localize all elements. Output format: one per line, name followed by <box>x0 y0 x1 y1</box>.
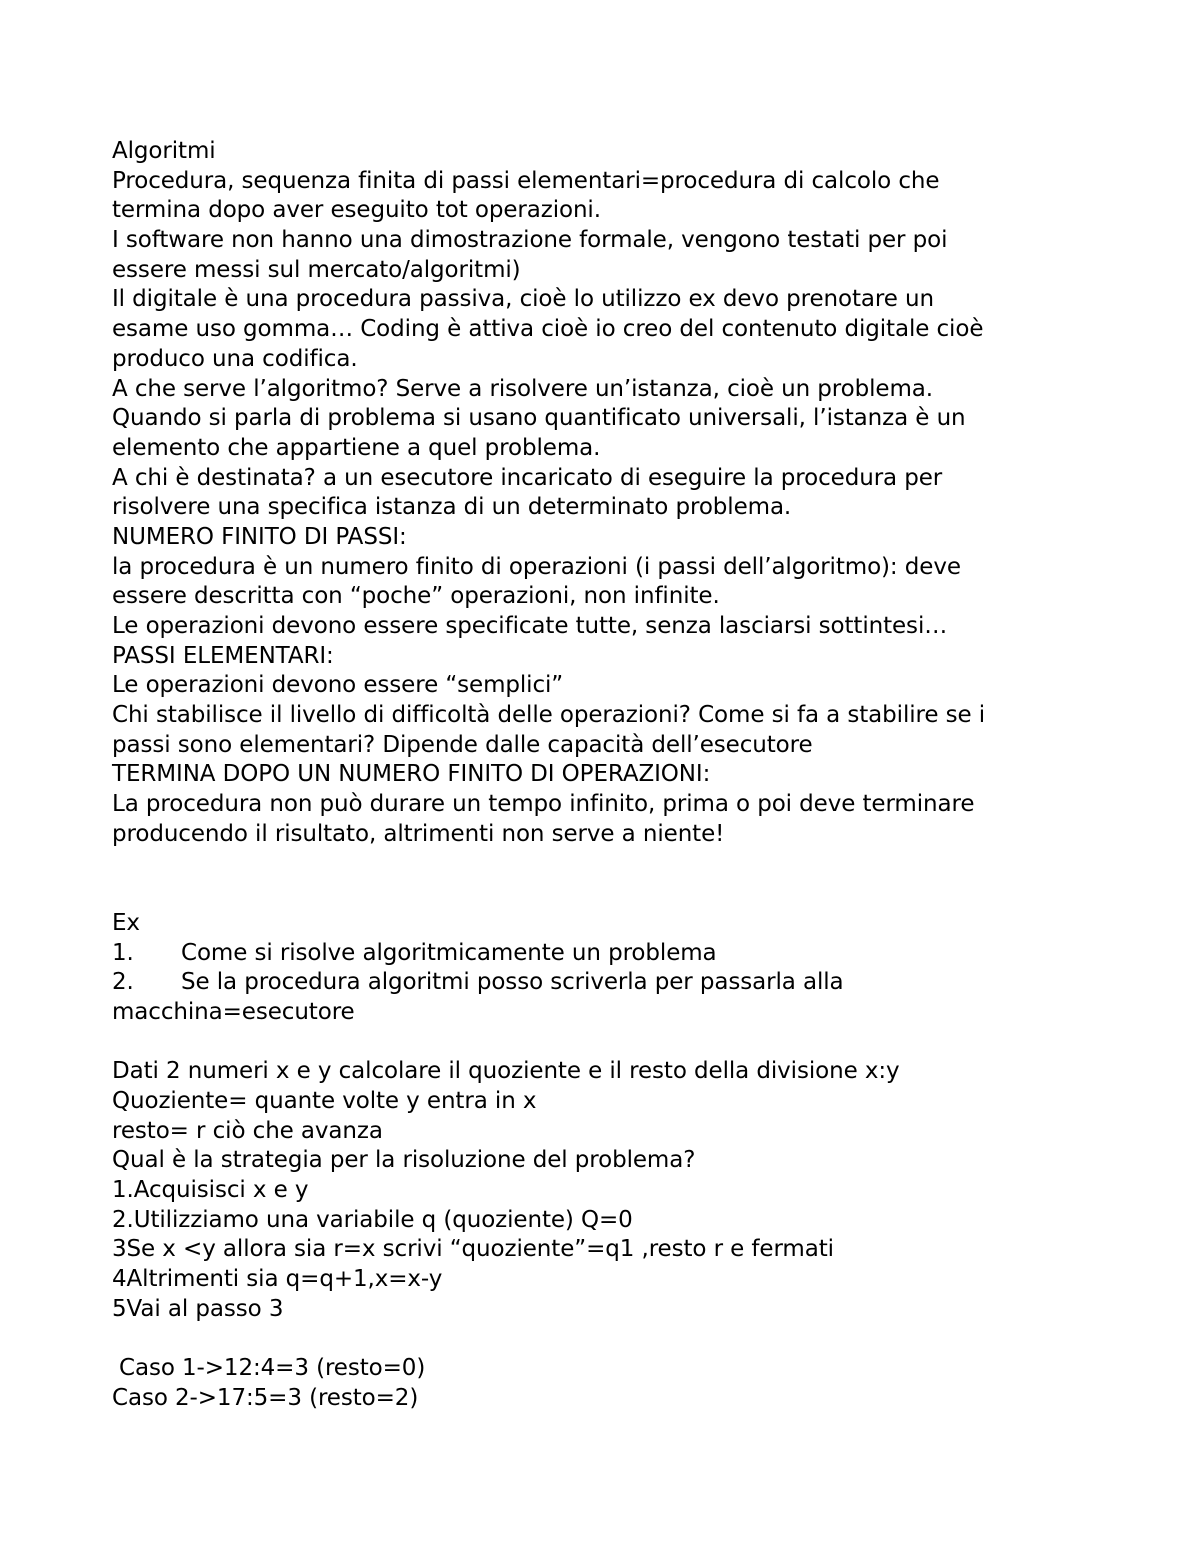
algorithm-step: 4Altrimenti sia q=q+1,x=x-y <box>112 1266 443 1293</box>
text-line: Le operazioni devono essere specificate tutte, senza lasciarsi sottintesi… <box>112 613 948 639</box>
text-line: producendo il risultato, altrimenti non serve a niente! <box>112 820 725 847</box>
document-body <box>112 137 1102 1414</box>
text-line: passi sono elementari? Dipende dalle capacità dell’esecutore <box>112 731 813 758</box>
section-heading: PASSI ELEMENTARI: <box>112 642 334 669</box>
item-text: Se la procedura algoritmi posso scriverla per passarla alla <box>181 969 844 996</box>
text-line: Il digitale è una procedura passiva, cioè lo utilizzo ex devo prenotare un <box>112 286 934 313</box>
example-label: Ex <box>112 909 140 936</box>
blank-line <box>112 1325 1102 1355</box>
text-line: essere descritta con “poche” operazioni, non infinite. <box>112 583 720 610</box>
text-line: resto= r ciò che avanza <box>112 1117 383 1144</box>
algorithm-step: 5Vai al passo 3 <box>112 1295 284 1322</box>
text-line: Chi stabilisce il livello di difficoltà delle operazioni? Come si fa a stabilire se i <box>112 702 986 729</box>
section-definition <box>112 137 1102 850</box>
doc-title: Algoritmi <box>112 138 216 164</box>
text-line: A che serve l’algoritmo? Serve a risolvere un’istanza, cioè un problema. <box>112 375 933 402</box>
text-line: la procedura è un numero finito di operazioni (i passi dell’algoritmo): deve <box>112 553 961 580</box>
section-heading: NUMERO FINITO DI PASSI: <box>112 523 407 550</box>
algorithm-step: 2.Utilizziamo una variabile q (quoziente) Q=0 <box>112 1206 633 1233</box>
section-example <box>112 909 1102 1028</box>
item-number: 1. <box>112 939 134 966</box>
algorithm-step: 1.Acquisisci x e y <box>112 1177 309 1204</box>
text-line: A chi è destinata? a un esecutore incaricato di eseguire la procedura per <box>112 464 943 491</box>
text-line: Quoziente= quante volte y entra in x <box>112 1088 537 1114</box>
item-text-continuation: macchina=esecutore <box>112 998 355 1025</box>
text-line: Qual è la strategia per la risoluzione del problema? <box>112 1147 696 1174</box>
text-line: risolvere una specifica istanza di un determinato problema. <box>112 494 792 521</box>
section-heading: TERMINA DOPO UN NUMERO FINITO DI OPERAZIONI: <box>112 761 711 788</box>
blank-line <box>112 879 1102 909</box>
text-line: Quando si parla di problema si usano quantificato universali, l’istanza è un <box>112 405 966 432</box>
section-cases <box>112 1354 1102 1413</box>
text-line: Procedura, sequenza finita di passi elementari=procedura di calcolo che <box>112 167 940 194</box>
case-line: Caso 2->17:5=3 (resto=2) <box>112 1384 419 1411</box>
text-line: esame uso gomma… Coding è attiva cioè io creo del contenuto digitale cioè <box>112 316 984 343</box>
item-number: 2. <box>112 969 134 996</box>
text-line: elemento che appartiene a quel problema. <box>112 434 601 461</box>
text-line: Le operazioni devono essere “semplici” <box>112 672 564 699</box>
item-text: Come si risolve algoritmicamente un problema <box>181 939 717 966</box>
text-line: termina dopo aver eseguito tot operazioni. <box>112 197 601 224</box>
section-division-algorithm <box>112 1057 1102 1324</box>
text-line: La procedura non può durare un tempo infinito, prima o poi deve terminare <box>112 791 975 818</box>
numbered-item <box>112 939 1102 969</box>
text-line: essere messi sul mercato/algoritmi) <box>112 256 521 283</box>
text-line: produco una codifica. <box>112 345 358 372</box>
case-line: Caso 1->12:4=3 (resto=0) <box>119 1355 426 1382</box>
blank-line <box>112 1028 1102 1058</box>
numbered-item <box>112 968 1102 998</box>
blank-line <box>112 850 1102 880</box>
algorithm-step: 3Se x <y allora sia r=x scrivi “quoziente”=q1 ,resto r e fermati <box>112 1236 834 1263</box>
text-line: Dati 2 numeri x e y calcolare il quoziente e il resto della divisione x:y <box>112 1058 900 1085</box>
text-line: I software non hanno una dimostrazione formale, vengono testati per poi <box>112 227 948 254</box>
